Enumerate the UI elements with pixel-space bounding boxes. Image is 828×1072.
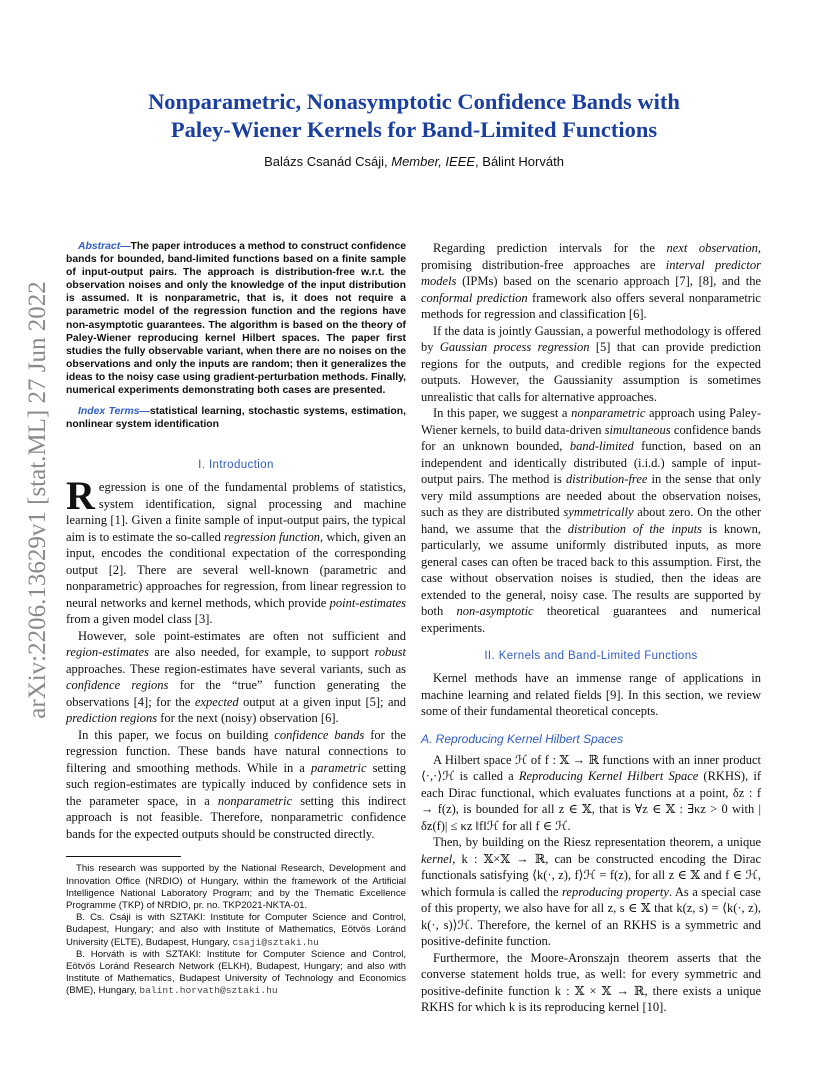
- rkhs-paragraph-1: [421, 752, 761, 835]
- emphasis: distribution-free: [565, 472, 648, 486]
- arxiv-sidebar: [18, 205, 58, 795]
- emphasis: band-limited: [569, 439, 634, 453]
- footnote-rule: [66, 856, 181, 857]
- emphasis: distribution of the inputs: [567, 521, 702, 536]
- title-line-1: Nonparametric, Nonasymptotic Confidence Bands with: [148, 89, 680, 114]
- emphasis: interval predictor models: [421, 257, 762, 288]
- text-span: for the regression function. These bands have natural connections to filtering and smoothing methods. While in a: [66, 727, 406, 775]
- abstract: [66, 240, 406, 397]
- text-span: approach using Paley-Wiener kernels, to build data-driven: [421, 406, 762, 437]
- rkhs-paragraph-3: Furthermore, the Moore-Aronszajn theorem asserts that the converse statement holds true, as well: for every symmetric and positive-definite function k : 𝕏 × 𝕏 → ℝ, there exists a unique RKHS for which k is its reproducing kernel [10].: [421, 950, 761, 1014]
- text-span: approaches. These region-estimates have several variants, such as: [66, 661, 406, 676]
- author-list: [90, 154, 738, 169]
- text-span: If the data is jointly Gaussian, a powerful methodology is offered by: [421, 323, 761, 354]
- intro-paragraph-3: [66, 727, 406, 843]
- right-paragraph-3: [421, 405, 761, 636]
- text-span: , k : 𝕏×𝕏 → ℝ, can be constructed encoding the Dirac functionals satisfying ⟨k(·, z), f⟩ℋ = f(z), for all z ∈ 𝕏 and f ∈ ℋ, which formula is called the: [421, 851, 761, 899]
- emphasis: Reproducing Kernel Hilbert Space: [518, 769, 699, 783]
- emphasis: confidence regions: [66, 678, 169, 693]
- author-1-membership: Member, IEEE: [391, 154, 476, 169]
- text-span: Then, by building on the Riesz representation theorem, a unique: [433, 835, 761, 849]
- footnote-author-2: [66, 949, 406, 998]
- email-link[interactable]: balint.horvath@sztaki.hu: [139, 985, 278, 997]
- text-span: In this paper, we suggest a: [433, 406, 572, 420]
- email-link[interactable]: csaji@sztaki.hu: [232, 936, 319, 948]
- text-span: output at a given input [5]; and: [238, 694, 407, 709]
- intro-paragraph-1: [66, 473, 406, 628]
- text-span: However, sole point-estimates are often not sufficient and: [78, 628, 406, 643]
- text-span: is known, particularly, we assume uniformly distributed inputs, as more general cases can often be traced back to this assumption. First, the case without observation noises is studied, then the ideas are extended to the general, noisy case. The results are supported by both: [421, 521, 761, 618]
- text-span: B. Horváth is with SZTAKI: Institute for Computer Science and Control, Eötvös Loránd Research Network (ELKH), Budapest, Hungary; and also with Institute of Mathematics, Budapest University of Technology and Economics (BME), Hungary,: [66, 948, 406, 997]
- text-span: in the sense that only very mild assumptions are needed about the observation noises, such as they are distributed: [421, 472, 761, 519]
- section-heading-kernels: II. Kernels and Band-Limited Functions: [484, 650, 698, 662]
- emphasis: region-estimates: [66, 645, 149, 660]
- emphasis: expected: [194, 694, 239, 709]
- text-span: for the next (noisy) observation [6].: [157, 711, 339, 726]
- text-span: In this paper, we focus on building: [78, 727, 275, 742]
- text-span: , which, given an input, encodes the conditional expectation of the corresponding output [2]. There are several well-known (parametric and nonparametric) approaches for regression, from linear regression to neural networks and kernel methods, which provide: [66, 529, 406, 610]
- emphasis: regression function: [224, 529, 321, 544]
- text-span: setting this indirect approach is not feasible. Therefore, nonparametric confidence bands for the expected outputs should be constructed directly.: [66, 793, 406, 841]
- abstract-text: The paper introduces a method to construct confidence bands for bounded, band-limited functions based on a finite sample of input-output pairs. The approach is distribution-free w.r.t. the observation noises and only the knowledge of the input distribution is assumed. It is nonparametric, that is, it does not require a parametric model of the regression function and the regions have non-asymptotic guarantees. The algorithm is based on the theory of Paley-Wiener reproducing kernel Hilbert spaces. The paper first studies the fully observable variant, when there are no noises on the observations and only the inputs are random; then it generalizes the ideas to the noisy case using gradient-perturbation methods. Finally, numerical experiments demonstrating both cases are presented.: [66, 241, 406, 397]
- text-span: for the “true” function generating the observations [4]; for the: [66, 678, 406, 709]
- text-span: from a given model class [3].: [66, 612, 213, 627]
- text-span: (IPMs) based on the scenario approach [7], [8], and the: [456, 274, 761, 288]
- text-span: theoretical guarantees and numerical experiments.: [421, 604, 761, 635]
- emphasis: robust: [374, 645, 406, 660]
- title-line-2: Paley-Wiener Kernels for Band-Limited Functions: [170, 117, 658, 142]
- text-span: framework also offers several nonparametric methods for regression and classification [6].: [421, 290, 761, 321]
- left-column: [66, 240, 406, 998]
- text-span: function, based on an independent and identically distributed (i.i.d.) sample of input-output pairs. The method is: [421, 439, 762, 486]
- kernels-paragraph: Kernel methods have an immense range of applications in machine learning and related fields [9]. In this section, we review some of their fundamental theoretical concepts.: [421, 671, 761, 718]
- index-terms: [66, 405, 406, 431]
- intro-paragraph-2: [66, 628, 406, 727]
- paper-title: [90, 88, 738, 144]
- emphasis: parametric: [310, 760, 367, 775]
- text-span: setting such region-estimates are typically induced by confidence sets in the parameter space, in a: [66, 760, 406, 808]
- footnote-author-1: [66, 912, 406, 949]
- emphasis: kernel: [421, 851, 453, 866]
- emphasis: point-estimates: [329, 595, 406, 610]
- text-span: Regarding prediction intervals for the: [433, 241, 667, 255]
- emphasis: non-asymptotic: [456, 604, 534, 618]
- text-span: are also needed, for example, to support: [148, 645, 375, 660]
- right-paragraph-2: [421, 323, 761, 406]
- text-span: [5] that can provide prediction regions for the outputs, and credible regions for the expected outputs. However, the Gaussianity assumption is sometimes unrealistic that calls for alternative approaches.: [421, 340, 761, 404]
- author-1: Balázs Csanád Csáji,: [264, 154, 392, 169]
- emphasis: nonparametric: [217, 793, 293, 808]
- emphasis: next observation: [666, 241, 758, 255]
- subsection-heading-rkhs: A. Reproducing Kernel Hilbert Spaces: [421, 731, 624, 746]
- right-column: [421, 240, 761, 1016]
- emphasis: confidence bands: [274, 727, 365, 742]
- emphasis: simultaneous: [604, 422, 671, 437]
- emphasis: prediction regions: [66, 711, 158, 726]
- section-heading-introduction: I. Introduction: [198, 459, 274, 472]
- text-span: about zero. On the other hand, we assume that the: [421, 505, 761, 536]
- text-span: , promising distribution-free approaches are: [421, 241, 761, 272]
- emphasis: Gaussian process regression: [439, 340, 590, 354]
- emphasis: symmetrically: [563, 505, 634, 519]
- right-paragraph-1: [421, 240, 761, 323]
- emphasis: reproducing property: [562, 884, 669, 899]
- emphasis: conformal prediction: [421, 290, 528, 305]
- author-2: , Bálint Horváth: [475, 154, 564, 169]
- drop-cap: R: [66, 473, 95, 519]
- arxiv-identifier: arXiv:2206.13629v1 [stat.ML] 27 Jun 2022: [24, 281, 51, 719]
- text-span: A Hilbert space ℋ of f : 𝕏 → ℝ functions with an inner product ⟨·,·⟩ℋ is called a: [421, 752, 761, 783]
- footnote-funding: This research was supported by the National Research, Development and Innovation Office (NRDIO) of Hungary, within the framework of the Artificial Intelligence National Laboratory Program; and by the Thematic Excellence Programme (TKP) of NRDIO, pr. no. TKP2021-NKTA-01.: [66, 863, 406, 911]
- index-terms-label: Index Terms—: [78, 406, 150, 418]
- text-span: confidence bands for an unknown bounded,: [421, 422, 761, 453]
- text-span: B. Cs. Csáji is with SZTAKI: Institute for Computer Science and Control, Budapest, Hungary; and also with Institute of Mathematics, Eötvös Loránd University (ELTE), Budapest, Hungary,: [66, 912, 406, 948]
- text-span: egression is one of the fundamental problems of statistics, system identification, signal processing and machine learning [1]. Given a finite sample of input-output pairs, the typical aim is to estimate the so-called: [66, 480, 406, 544]
- index-terms-text: statistical learning, stochastic systems, estimation, nonlinear system identification: [66, 406, 406, 431]
- rkhs-paragraph-2: [421, 834, 761, 950]
- abstract-label: Abstract—: [78, 241, 131, 252]
- text-span: . As a special case of this property, we also have for all z, s ∈ 𝕏 that k(z, s) = ⟨k(·, z), k(·, s)⟩ℋ. Therefore, the kernel of an RKHS is a symmetric and positive-definite function.: [421, 884, 761, 948]
- text-span: (RKHS), if each Dirac functional, which evaluates functions at a point, δz : f → f(z), is bounded for all z ∈ 𝕏, that is ∀z ∈ 𝕏 : ∃κz > 0 with |δz(f)| ≤ κz ‖f‖ℋ for all f ∈ ℋ.: [421, 769, 761, 833]
- emphasis: nonparametric: [571, 406, 646, 420]
